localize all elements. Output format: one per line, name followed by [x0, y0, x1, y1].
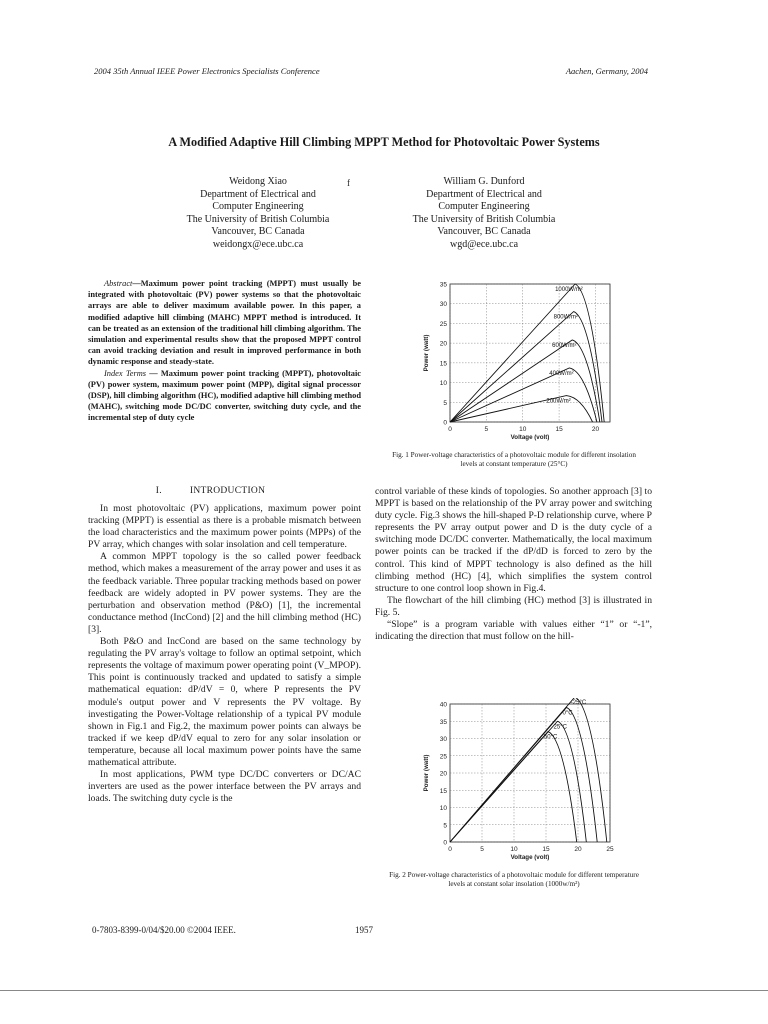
- y-tick-label: 20: [439, 770, 447, 778]
- paper-title: A Modified Adaptive Hill Climbing MPPT Method for Photovoltaic Power Systems: [168, 135, 600, 149]
- y-tick-label: 30: [439, 736, 447, 743]
- paragraph: control variable of these kinds of topologies. So another approach [3] to MPPT is based on the relationship of the PV array power and switching duty cycle. Fig.3 shows the hill-shaped P-D relationship curve, where P represents the PV array output power and D is the duty cycle of a switching mode DC/DC converter. Mathematically, the local maximum power points can be tracked if the dP/dD is forced to zero by the control. This kind of MPPT technology is also defined as the hill climbing method (HC) [4], which simplifies the system control structure to one control loop shown in Fig.4.: [375, 486, 652, 594]
- author-name: Weidong Xiao: [229, 176, 287, 187]
- section-number: I.: [155, 486, 162, 496]
- copyright-footer: 0-7803-8399-0/04/$20.00 ©2004 IEEE.: [92, 925, 236, 935]
- fig2-chart: [418, 698, 618, 866]
- series-line: [450, 368, 597, 422]
- series-line: [450, 721, 586, 842]
- author-university: The University of British Columbia: [412, 213, 556, 225]
- author-dept: Department of Electrical and: [426, 188, 542, 200]
- page-divider: [0, 990, 768, 991]
- y-tick-label: 10: [439, 380, 447, 388]
- x-tick-label: 20: [574, 846, 582, 853]
- y-tick-label: 25: [439, 320, 447, 328]
- abstract: [88, 278, 361, 424]
- y-tick-label: 5: [443, 822, 447, 830]
- running-header-left: 2004 35th Annual IEEE Power Electronics Specialists Conference: [94, 66, 320, 76]
- author-email: wgd@ece.ubc.ca: [449, 238, 519, 250]
- stray-mark: f: [347, 178, 350, 188]
- y-tick-label: 35: [439, 718, 447, 726]
- author-dept-2: Computer Engineering: [212, 201, 304, 213]
- author-dept-2: Computer Engineering: [438, 201, 530, 213]
- series-label: 25°C: [553, 724, 567, 731]
- x-axis-label: Voltage (volt): [510, 854, 550, 861]
- right-column-body: [375, 486, 652, 643]
- y-tick-label: 35: [439, 281, 447, 289]
- paragraph: A common MPPT topology is the so called power feedback method, which makes a measurement of the array power and uses it as the feedback variable. Three popular tracking methods based on power feedback are widely adopted in PV power systems. They are the perturbation and observation method (P&O) [1], the incremental conductance method (IncCond) [2] and the hill climbing method (HC) [3].: [88, 551, 361, 635]
- y-tick-label: 0: [443, 839, 447, 847]
- x-tick-label: 15: [542, 846, 550, 853]
- y-tick-label: 20: [439, 340, 447, 348]
- x-tick-label: 10: [519, 426, 527, 433]
- author-block-2: [384, 176, 584, 252]
- author-email: weidongx@ece.ubc.ca: [212, 238, 304, 250]
- y-axis-label: Power (watt): [423, 334, 430, 372]
- y-tick-label: 5: [443, 399, 447, 407]
- series-label: 600W/m²: [552, 342, 577, 349]
- paragraph: In most applications, PWM type DC/DC converters or DC/AC inverters are used as the power interface between the PV arrays and loads. The switching duty cycle is the: [88, 769, 361, 805]
- fig1-chart: [418, 278, 618, 446]
- paragraph: Both P&O and IncCond are based on the same technology by regulating the PV array's voltage to follow an optimal setpoint, which represents the voltage of maximum power operating point (V_MPOP). This point is continuously tracked and updated to satisfy a simple mathematical equation: dP/dV = 0, where P represents the PV module's output power and V represents the PV voltage. By investigating the Power-Voltage relationship of a typical PV module shown in Fig.1 and Fig.2, the maximum power points can always be tracked if we keep dP/dV equal to zero for any solar insolation or temperature, because all local maximum power points have the same mathematical attribute.: [88, 636, 361, 768]
- series-label: 200W/m²: [546, 398, 571, 405]
- x-tick-label: 0: [448, 846, 452, 853]
- series-label: 400W/m²: [549, 370, 574, 377]
- y-tick-label: 15: [439, 360, 447, 368]
- series-label: -25°C: [570, 700, 587, 707]
- series-label: 50°C: [543, 734, 558, 741]
- author-location: Vancouver, BC Canada: [437, 226, 531, 238]
- section-title: INTRODUCTION: [189, 486, 266, 496]
- abstract-label: Abstract: [104, 279, 133, 288]
- abstract-text: —Maximum power point tracking (MPPT) must usually be integrated with photovoltaic (PV) power systems so that the photovoltaic arrays are able to deliver maximum available power. In this paper, a modified adaptive hill climbing (MAHC) MPPT method is introduced. It can be treated as an extension of the traditional hill climbing algorithm. The simulation and experimental results show that the proposed MPPT control can avoid tracking deviation and result in improved performance in both dynamic response and steady-state.: [88, 279, 361, 367]
- figure-2-caption: Fig. 2 Power-voltage characteristics of a photovoltaic module for different temperature levels at constant solar insolation (1000w/m²): [389, 871, 639, 888]
- x-tick-label: 10: [510, 846, 518, 853]
- series-line: [450, 340, 600, 422]
- section-heading: [88, 486, 361, 496]
- page-number: 1957: [355, 925, 373, 935]
- index-terms-text: — Maximum power point tracking (MPPT), photovoltaic (PV) power system, maximum power point (MPP), digital signal processor (DSP), hill climbing algorithm (HC), modified adaptive hill climbing method (MAHC), switching mode DC/DC converter, switching duty cycle, and the incremental step of duty cycle: [88, 368, 361, 423]
- series-label: 1000W/m²: [555, 287, 583, 293]
- y-axis-label: Power (watt): [423, 754, 430, 792]
- y-tick-label: 25: [439, 753, 447, 761]
- x-tick-label: 15: [555, 426, 563, 433]
- y-tick-label: 10: [439, 805, 447, 812]
- paragraph: In most photovoltaic (PV) applications, maximum power point tracking (MPPT) is essential as there is a probable mismatch between the load characteristics and the maximum power points (MPPs) of the PV array, which changes with solar insolation and cell temperature.: [88, 503, 361, 551]
- x-tick-label: 0: [448, 426, 452, 433]
- left-column-body: [88, 503, 361, 805]
- paragraph: “Slope” is a program variable with values either “1” or “-1”, indicating the direction that must follow on the hill-: [375, 619, 652, 643]
- series-line: [450, 312, 602, 422]
- x-axis-label: Voltage (volt): [510, 434, 550, 441]
- index-terms-label: Index Terms: [104, 368, 147, 378]
- author-block-1: [158, 176, 358, 252]
- x-tick-label: 25: [606, 846, 614, 853]
- author-location: Vancouver, BC Canada: [211, 226, 305, 238]
- series-line: [450, 707, 597, 842]
- y-tick-label: 30: [439, 301, 447, 309]
- y-tick-label: 40: [439, 701, 447, 709]
- figure-1-caption: Fig. 1 Power-voltage characteristics of a photovoltaic module for different insolation levels at constant temperature (25°C): [392, 451, 636, 468]
- x-tick-label: 5: [484, 426, 489, 433]
- figure-1: [418, 278, 618, 446]
- y-tick-label: 0: [443, 419, 447, 427]
- x-tick-label: 20: [591, 426, 600, 433]
- paragraph: The flowchart of the hill climbing (HC) method [3] is illustrated in Fig. 5.: [375, 594, 652, 618]
- author-university: The University of British Columbia: [186, 213, 330, 225]
- y-tick-label: 15: [439, 787, 447, 795]
- series-label: 0°C: [562, 710, 573, 717]
- x-tick-label: 5: [480, 846, 484, 853]
- series-line: [450, 396, 593, 422]
- figure-2: [418, 698, 618, 866]
- author-name: William G. Dunford: [443, 176, 525, 187]
- running-header-right: Aachen, Germany, 2004: [565, 66, 648, 76]
- series-label: 800W/m²: [553, 314, 578, 321]
- series-line: [450, 732, 577, 842]
- author-dept: Department of Electrical and: [200, 188, 316, 200]
